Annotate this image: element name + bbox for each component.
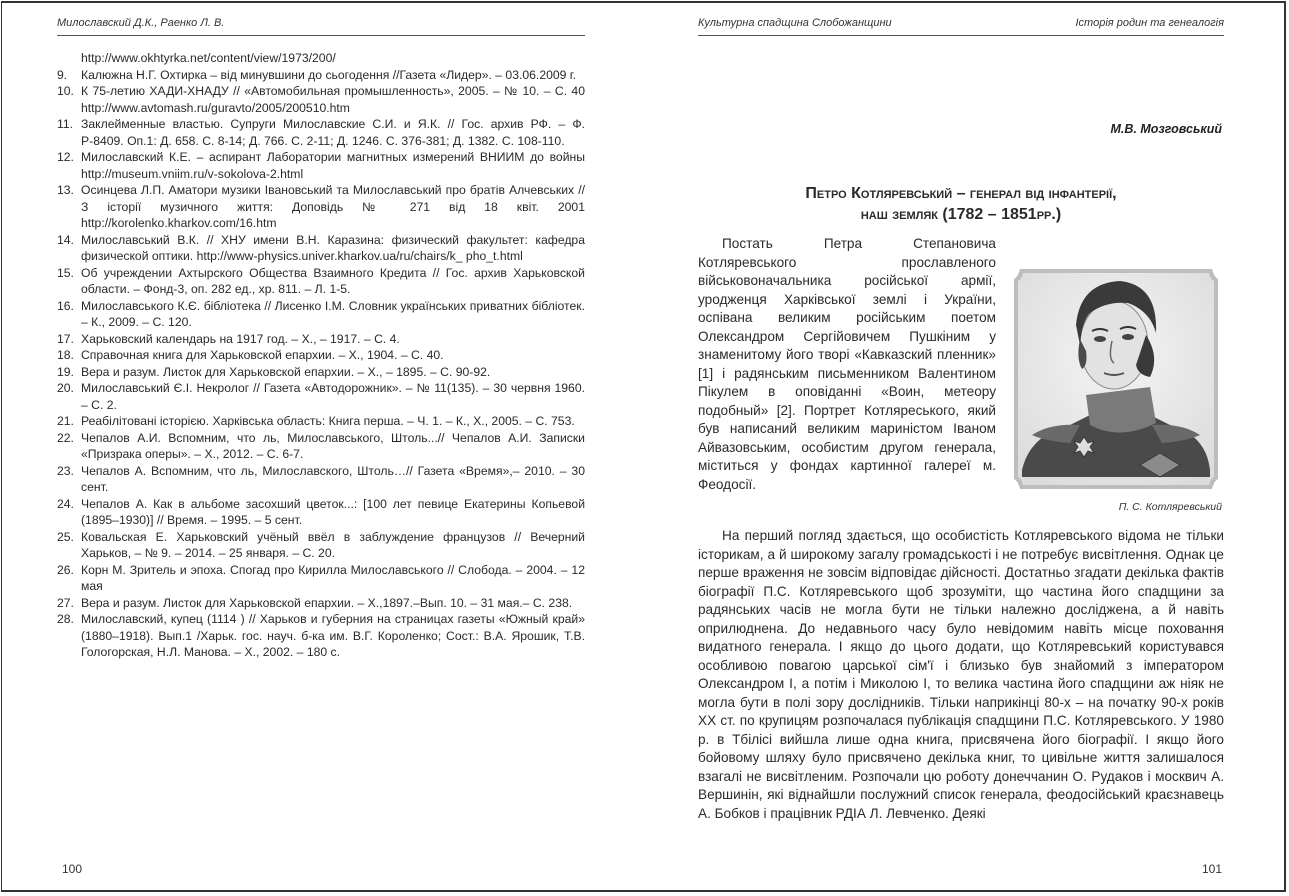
reference-item	[57, 529, 585, 562]
reference-text: Вера и разум. Листок для Харьковской епархии. – Х., – 1895. – С. 90-92.	[81, 364, 491, 379]
reference-item	[57, 347, 585, 364]
reference-number: 22.	[57, 430, 74, 445]
reference-item	[57, 232, 585, 265]
running-head-journal: Культурна спадщина Слобожанщини	[698, 17, 892, 29]
page-number-right: 101	[1201, 862, 1222, 876]
reference-item	[57, 182, 585, 232]
reference-text: Милославського К.Є. бібліотека // Лисенко І.М. Словник українських приватних бібліотек. – К., 2009. – С. 120.	[81, 298, 585, 329]
reference-item	[57, 83, 585, 116]
paragraph-2: На перший погляд здається, що особистість Котляревського відома не тільки історикам, а й широкому загалу громадськості і не потребує висвітлення. Однак це перше враження не зовсім відповідає дійсності. Достатньо згадати декілька фактів біографії П.С. Котляревського щоб зрозуміти, що частина його спадщини за радянських часів не могла бути не тільки належно досліджена, а й навіть оприлюднена. До недавнього часу було невідомим навіть місце поховання видатного генерала. І якщо до цього додати, що Котляревський користувався особливою повагою царської сім'ї і близько був знайомий з імператором Олександром І, а потім і Миколою І, то велика частина його спадщини аж ніяк не могла бути в полі зору дослідників. Тільки наприкінці 80-х – на початку 90-х років XX ст. по крупицям розпочалася публікація спадщини П.С. Котляревського. У 1980 р. в Тбілісі вийшла лише одна книга, присвячена його біографії. І якщо його бойовому шляху було присвячено декілька книг, то цивільне життя залишалося взагалі не висвітленим. Розпочали цю роботу донеччанин О. Рудаков і москвич А. Вершинін, які віднайшли послужний список генерала, феодосійський краєзнавець А. Бобков і працівник РДІА Л. Левченко. Деякі	[698, 528, 1224, 821]
reference-item	[57, 364, 585, 381]
reference-number: 19.	[57, 364, 74, 379]
reference-text: Корн М. Зритель и эпоха. Спогад про Кирилла Милославського // Слобода. – 2004. – 12 мая	[81, 562, 585, 593]
reference-item	[57, 298, 585, 331]
reference-item	[57, 413, 585, 430]
reference-list	[57, 50, 585, 661]
reference-item	[57, 430, 585, 463]
reference-number: 27.	[57, 595, 74, 610]
left-page	[57, 0, 585, 896]
running-head-authors: Милославский Д.К., Раенко Л. В.	[57, 17, 225, 29]
reference-item	[57, 595, 585, 612]
reference-item	[57, 116, 585, 149]
running-head-right-page	[698, 17, 1224, 36]
reference-item	[57, 331, 585, 348]
reference-item	[57, 463, 585, 496]
reference-text: Осинцева Л.П. Аматори музики Івановський та Милославський про братів Алчевських // З історії музичного життя: Доповідь № 271 від 18 квіт. 2001 http://korolenko.kharkov.com/16.htm	[81, 183, 585, 230]
reference-text: Реабілітовані історією. Харківська область: Книга перша. – Ч. 1. – К., Х., 2005. – С. 753.	[81, 414, 575, 428]
reference-item	[57, 496, 585, 529]
reference-item	[57, 149, 585, 182]
reference-text: Об учреждении Ахтырского Общества Взаимного Кредита // Гос. архив Харьковской области. – Фонд-3, оп. 282 ед., хр. 811. – Л. 1-5.	[81, 265, 585, 296]
reference-number: 24.	[57, 496, 74, 511]
reference-number: 14.	[57, 232, 74, 247]
right-page	[698, 0, 1224, 896]
reference-text: Милославский К.Е. – аспирант Лаборатории магнитных измерений ВНИИМ до войны http://museum.vniim.ru/v-sokolova-2.html	[81, 150, 585, 181]
reference-item	[57, 562, 585, 595]
reference-number: 11.	[57, 117, 74, 131]
reference-number: 17.	[57, 331, 74, 346]
article-title	[698, 183, 1224, 225]
reference-text: Справочная книга для Харьковской епархии. – Х., 1904. – С. 40.	[81, 348, 444, 362]
reference-number: 10.	[57, 84, 74, 98]
paragraph-1: Постать Петра Степановича Котляревського прославленого військовоначальника російської армії, уродженця Харківської землі і України, оспівана великим російським поетом Олександром Сергійовичем Пушкіним у знаменитому його творі «Кавказский пленник» [1] і радянським письменником Валентином Пікулем в оповіданні «Воин, метеору подобный» [2]. Портрет Котляреського, який був написаний великим мариністом Іваном Айвазовським, особистим другом генерала, міститься у фондах картинної галереї м. Феодосії.	[698, 236, 996, 492]
reference-number: 26.	[57, 562, 74, 577]
article-title-line-2: наш земляк (1782 – 1851рр.)	[860, 206, 1062, 223]
reference-item	[57, 611, 585, 661]
reference-text: Ковальская Е. Харьковский учёный ввёл в заблуждение французов // Вечерний Харьков, – № 9. – 2014. – 25 января. – С. 20.	[81, 529, 585, 560]
reference-number: 16.	[57, 298, 74, 313]
article-title-line-1: Петро Котляревський – генерал від інфантерії,	[805, 185, 1117, 202]
reference-number: 18.	[57, 348, 74, 362]
running-head-section: Історія родин та генеалогія	[1075, 17, 1224, 29]
reference-text: Милославський Є.І. Некролог // Газета «Автодорожник». – № 11(135). – 30 червня 1960. – С. 2.	[81, 381, 585, 412]
article-author: М.В. Мозговський	[1110, 122, 1222, 136]
reference-number: 21.	[57, 414, 74, 428]
page-number-left: 100	[62, 862, 83, 876]
reference-number: 15.	[57, 265, 74, 280]
reference-text: Вера и разум. Листок для Харьковской епархии. – Х.,1897.–Вып. 10. – 31 мая.– С. 238.	[81, 595, 573, 610]
reference-text: Заклейменные властью. Супруги Милославские С.И. и Я.К. // Гос. архив РФ. – Ф. Р-8409. Оп.1: Д. 658. С. 8-14; Д. 766. С. 2-11; Д. 1246. С. 376-381; Д. 1382. С. 108-110.	[81, 117, 585, 148]
portrait-illustration	[1010, 265, 1222, 493]
reference-number: 13.	[57, 183, 74, 197]
reference-number: 25.	[57, 529, 74, 544]
reference-text: Чепалов А. Вспомним, что ль, Милославского, Штоль…// Газета «Время»,– 2010. – 30 сент.	[81, 463, 585, 494]
reference-continuation[interactable]: http://www.okhtyrka.net/content/view/1973/200/	[81, 51, 336, 65]
reference-text: Калюжна Н.Г. Охтирка – від минувшини до сьогодення //Газета «Лидер». – 03.06.2009 г.	[81, 67, 577, 82]
reference-number: 20.	[57, 381, 74, 395]
reference-number: 12.	[57, 150, 74, 164]
reference-item	[57, 67, 585, 84]
reference-number: 28.	[57, 612, 74, 626]
reference-text: Чепалов А. Как в альбоме засохший цветок...: [100 лет певице Екатерины Копьевой (1895–1930)] // Время. – 1995. – 5 сент.	[81, 496, 585, 527]
reference-item	[57, 265, 585, 298]
running-head-left-page	[57, 17, 585, 36]
reference-text: Милославський В.К. // ХНУ имени В.Н. Каразина: физический факультет: кафедра физической оптики. http://www-physics.univer.kharkov.ua/ru/chairs/k_ pho_t.html	[81, 232, 585, 263]
portrait-image	[1010, 265, 1222, 493]
reference-text: Чепалов А.И. Вспомним, что ль, Милославського, Штоль...// Чепалов А.И. Записки «Призрака оперы». – Х., 2012. – С. 6-7.	[81, 430, 585, 461]
reference-number: 23.	[57, 463, 74, 478]
reference-text: Харьковский календарь на 1917 год. – Х., – 1917. – С. 4.	[81, 331, 400, 346]
reference-text: Милославский, купец (1114 ) // Харьков и губерния на страницах газеты «Южный край» (1880–1918). Вып.1 /Харьк. гос. науч. б-ка им. В.Г. Короленко; Сост.: В.А. Ярошик, Т.В. Гологорская, Н.Л. Манова. – Х., 2002. – 180 с.	[81, 612, 585, 659]
portrait-caption: П. С. Котляревський	[1118, 501, 1222, 513]
reference-number: 9.	[57, 67, 68, 82]
reference-item	[57, 380, 585, 413]
reference-text: К 75-летию ХАДИ-ХНАДУ // «Автомобильная промышленность», 2005. – № 10. – С. 40 http://www.avtomash.ru/guravto/2005/200510.htm	[81, 84, 585, 115]
